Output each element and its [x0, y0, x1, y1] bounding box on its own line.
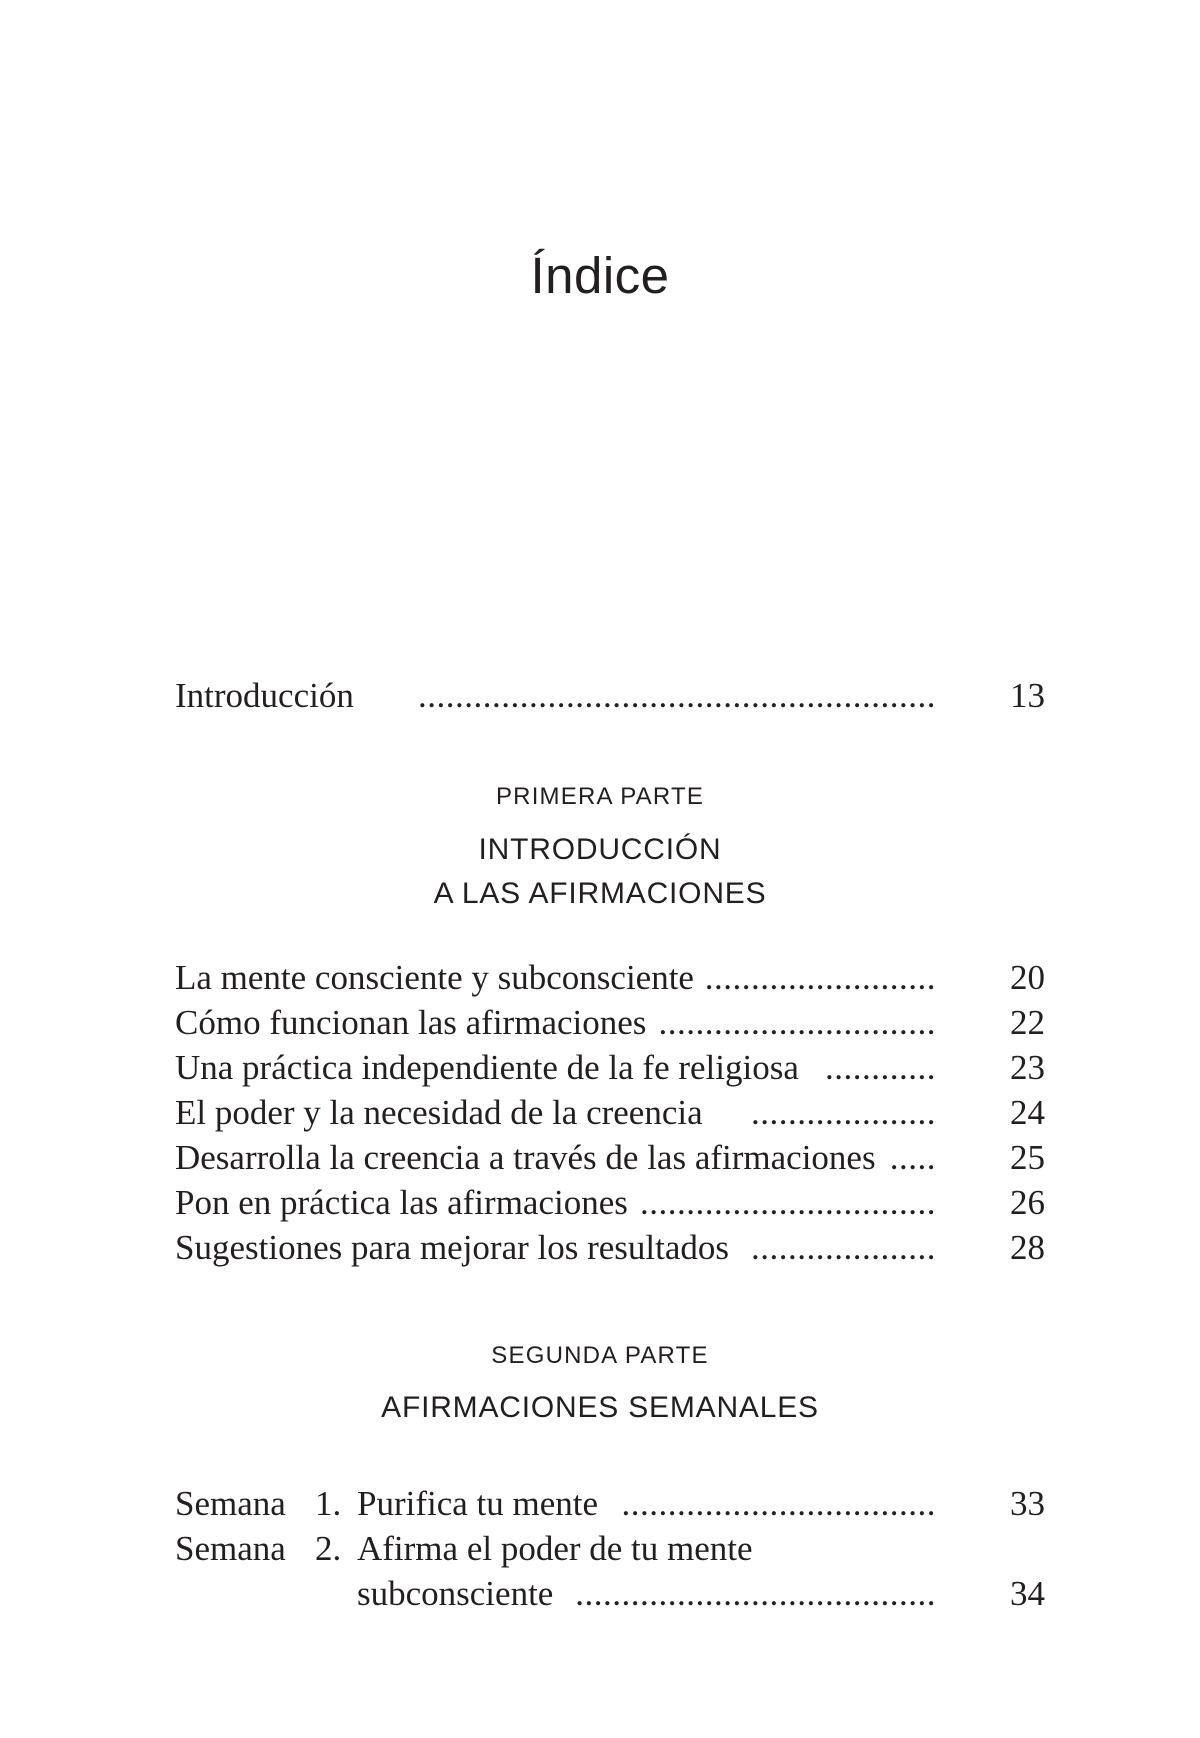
page-title: Índice [530, 247, 670, 304]
week-number: 1. [315, 1484, 342, 1523]
toc-page-number: 28 [1010, 1228, 1045, 1267]
toc-entry-label: El poder y la necesidad de la creencia [175, 1093, 703, 1132]
toc-entry[interactable] [175, 1225, 1045, 1271]
toc-leader-dots: .................... [751, 1228, 936, 1267]
toc-leader-dots: ........................................................ [418, 676, 936, 715]
toc-page-number: 33 [1010, 1484, 1045, 1523]
toc-entry-week-1[interactable] [175, 1481, 1045, 1527]
toc-leader-dots: ....................................... [575, 1574, 936, 1613]
toc-entry-label: Desarrolla la creencia a través de las afirmaciones [175, 1138, 876, 1177]
part-title-line-2: A LAS AFIRMACIONES [433, 877, 767, 910]
part-label-primera: PRIMERA PARTE [495, 783, 705, 810]
toc-page-number: 25 [1010, 1138, 1045, 1177]
toc-leader-dots: ............ [825, 1048, 936, 1087]
part-label-segunda: SEGUNDA PARTE [491, 1342, 709, 1369]
toc-page-number: 20 [1010, 958, 1045, 997]
toc-entry-label: Pon en práctica las afirmaciones [175, 1183, 628, 1222]
toc-page-number: 22 [1010, 1003, 1045, 1042]
toc-leader-dots: ................................ [640, 1183, 936, 1222]
toc-page-number: 24 [1010, 1093, 1045, 1132]
toc-entry-label: Introducción [175, 676, 354, 715]
toc-page-number: 34 [1010, 1574, 1045, 1613]
toc-entry-week-2-continuation[interactable] [175, 1571, 1045, 1617]
toc-entry-label: Sugestiones para mejorar los resultados [175, 1228, 730, 1267]
toc-entry-introduccion[interactable] [175, 673, 1045, 719]
toc-leader-dots: .................... [751, 1093, 936, 1132]
toc-page-number: 23 [1010, 1048, 1045, 1087]
toc-leader-dots: .............................. [658, 1003, 936, 1042]
toc-entry[interactable] [175, 955, 1045, 1001]
toc-entry[interactable] [175, 1090, 1045, 1136]
toc-entry-label: Afirma el poder de tu mente [357, 1529, 753, 1568]
week-label: Semana [175, 1484, 286, 1523]
toc-page-number: 26 [1010, 1183, 1045, 1222]
toc-entry-label: Cómo funcionan las afirmaciones [175, 1003, 647, 1042]
toc-entry[interactable] [175, 1135, 1045, 1181]
part-title-line-1: INTRODUCCIÓN [478, 833, 722, 866]
toc-entry-week-2[interactable] [175, 1526, 1045, 1572]
week-label: Semana [175, 1529, 286, 1568]
toc-entry-label: Una práctica independiente de la fe religiosa [175, 1048, 799, 1087]
toc-leader-dots: .................................. [621, 1484, 936, 1523]
toc-entry-label: Purifica tu mente [357, 1484, 599, 1523]
part-title: AFIRMACIONES SEMANALES [381, 1391, 819, 1424]
toc-entry[interactable] [175, 1000, 1045, 1046]
toc-entry[interactable] [175, 1180, 1045, 1226]
toc-page-number: 13 [1010, 676, 1045, 715]
toc-entry[interactable] [175, 1045, 1045, 1091]
toc-leader-dots: ..... [889, 1138, 936, 1177]
toc-entry-label: La mente consciente y subconsciente [175, 958, 694, 997]
toc-entry-label-continuation: subconsciente [357, 1574, 554, 1613]
week-number: 2. [315, 1529, 342, 1568]
toc-leader-dots: ......................... [704, 958, 936, 997]
